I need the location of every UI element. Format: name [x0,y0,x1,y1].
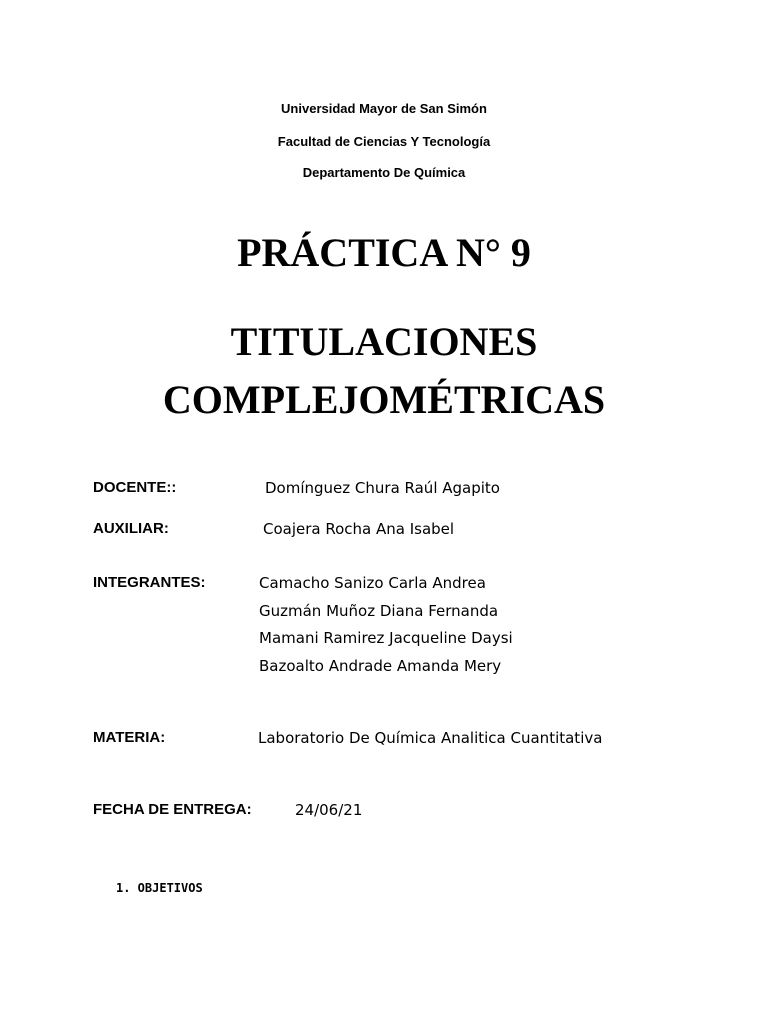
materia-label: MATERIA: [93,729,166,746]
fecha-entrega-value: 24/06/21 [295,801,363,819]
integrante-3: Mamani Ramirez Jacqueline Daysi [259,629,513,647]
integrante-4: Bazoalto Andrade Amanda Mery [259,657,502,675]
auxiliar-label: AUXILIAR: [93,520,169,537]
fecha-entrega-label: FECHA DE ENTREGA: [93,801,252,818]
integrantes-label: INTEGRANTES: [93,574,206,591]
integrante-2: Guzmán Muñoz Diana Fernanda [259,602,499,620]
materia-value: Laboratorio De Química Analitica Cuantitativa [258,729,603,747]
university-name: Universidad Mayor de San Simón [281,101,487,116]
integrante-1: Camacho Sanizo Carla Andrea [259,574,486,592]
section-objetivos-heading: 1. OBJETIVOS [116,881,203,895]
topic-title-line2: COMPLEJOMÉTRICAS [162,377,606,422]
docente-value: Domínguez Chura Raúl Agapito [265,479,500,497]
department-name: Departamento De Química [302,165,466,180]
practice-title: PRÁCTICA N° 9 [237,230,531,275]
faculty-name: Facultad de Ciencias Y Tecnología [277,134,491,149]
auxiliar-value: Coajera Rocha Ana Isabel [263,520,455,538]
topic-title-line1: TITULACIONES [230,319,538,364]
docente-label: DOCENTE:: [93,479,177,496]
